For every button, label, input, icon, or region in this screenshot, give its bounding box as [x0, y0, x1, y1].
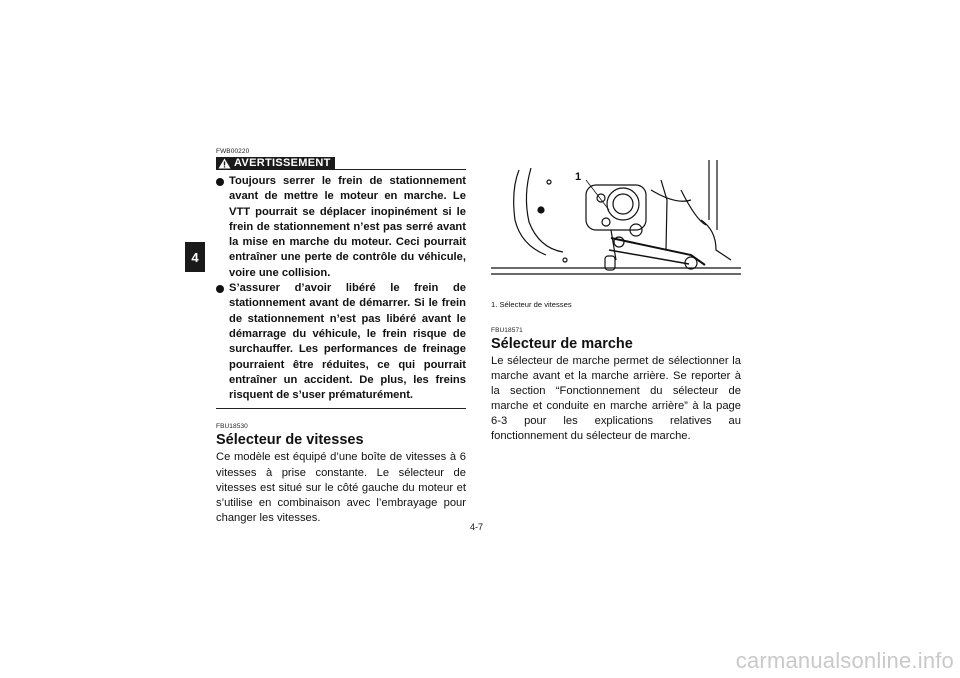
- warning-item-text: Toujours serrer le frein de stationnement avant de mettre le moteur en marche. Le VTT pourrait se déplacer inopinément si le frein de stationnement n’est pas serré avant la mise en marche du moteur. Ceci pourrait entraîner une perte de contrôle du véhicule, voire une collision.: [229, 175, 466, 279]
- section-text: Ce modèle est équipé d’une boîte de vitesses à 6 vitesses à prise constante. Le sélecteur de vitesses est situé sur le côté gauche du moteur et s’utilise en combinaison avec l’embrayage pour changer les vitesses.: [216, 451, 466, 524]
- section-title: Sélecteur de vitesses: [216, 432, 364, 449]
- gear-shift-figure: [491, 160, 741, 288]
- page-number: 4-7: [470, 522, 484, 532]
- warning-item: [216, 281, 466, 403]
- right-column: [491, 160, 741, 445]
- section-title: Sélecteur de marche: [491, 336, 633, 352]
- warning-header: [216, 157, 466, 170]
- warning-list: [216, 174, 466, 403]
- warning-badge: [216, 157, 335, 170]
- warning-label: AVERTISSEMENT: [234, 157, 331, 169]
- warning-code: FWB00220: [216, 148, 250, 155]
- warning-item: [216, 174, 466, 281]
- gear-shift-illustration: [491, 160, 741, 288]
- section-text: Le sélecteur de marche permet de sélectionner la marche avant et la marche arrière. Se reporter à la section “Fonctionnement du sélecteur de marche et conduite en marche arrière” à la page 6-3 pour les explications relatives au fonctionnement du sélecteur de marche.: [491, 355, 741, 443]
- section-code: FBU18530: [216, 423, 248, 431]
- warning-triangle-icon: [218, 158, 231, 169]
- warning-end-rule: [216, 408, 466, 409]
- left-column: [216, 148, 466, 526]
- watermark: carmanualsonline.info: [735, 648, 954, 673]
- chapter-tab: 4: [185, 242, 205, 272]
- bullet-icon: [216, 178, 224, 186]
- section-code: FBU18571: [491, 327, 523, 334]
- bullet-icon: [216, 285, 224, 293]
- warning-rule: [335, 169, 466, 170]
- warning-item-text: S’assurer d’avoir libéré le frein de stationnement avant de démarrer. Si le frein de stationnement n’est pas libéré avant le démarrage du véhicule, le frein risque de surchauffer. Les performances de freinage pourraient être réduites, ce qui pourrait entraîner un accident. De plus, les freins risquent de s’user prématurément.: [229, 282, 466, 402]
- figure-caption: 1. Sélecteur de vitesses: [491, 300, 572, 309]
- figure-callout-label: 1: [575, 171, 582, 183]
